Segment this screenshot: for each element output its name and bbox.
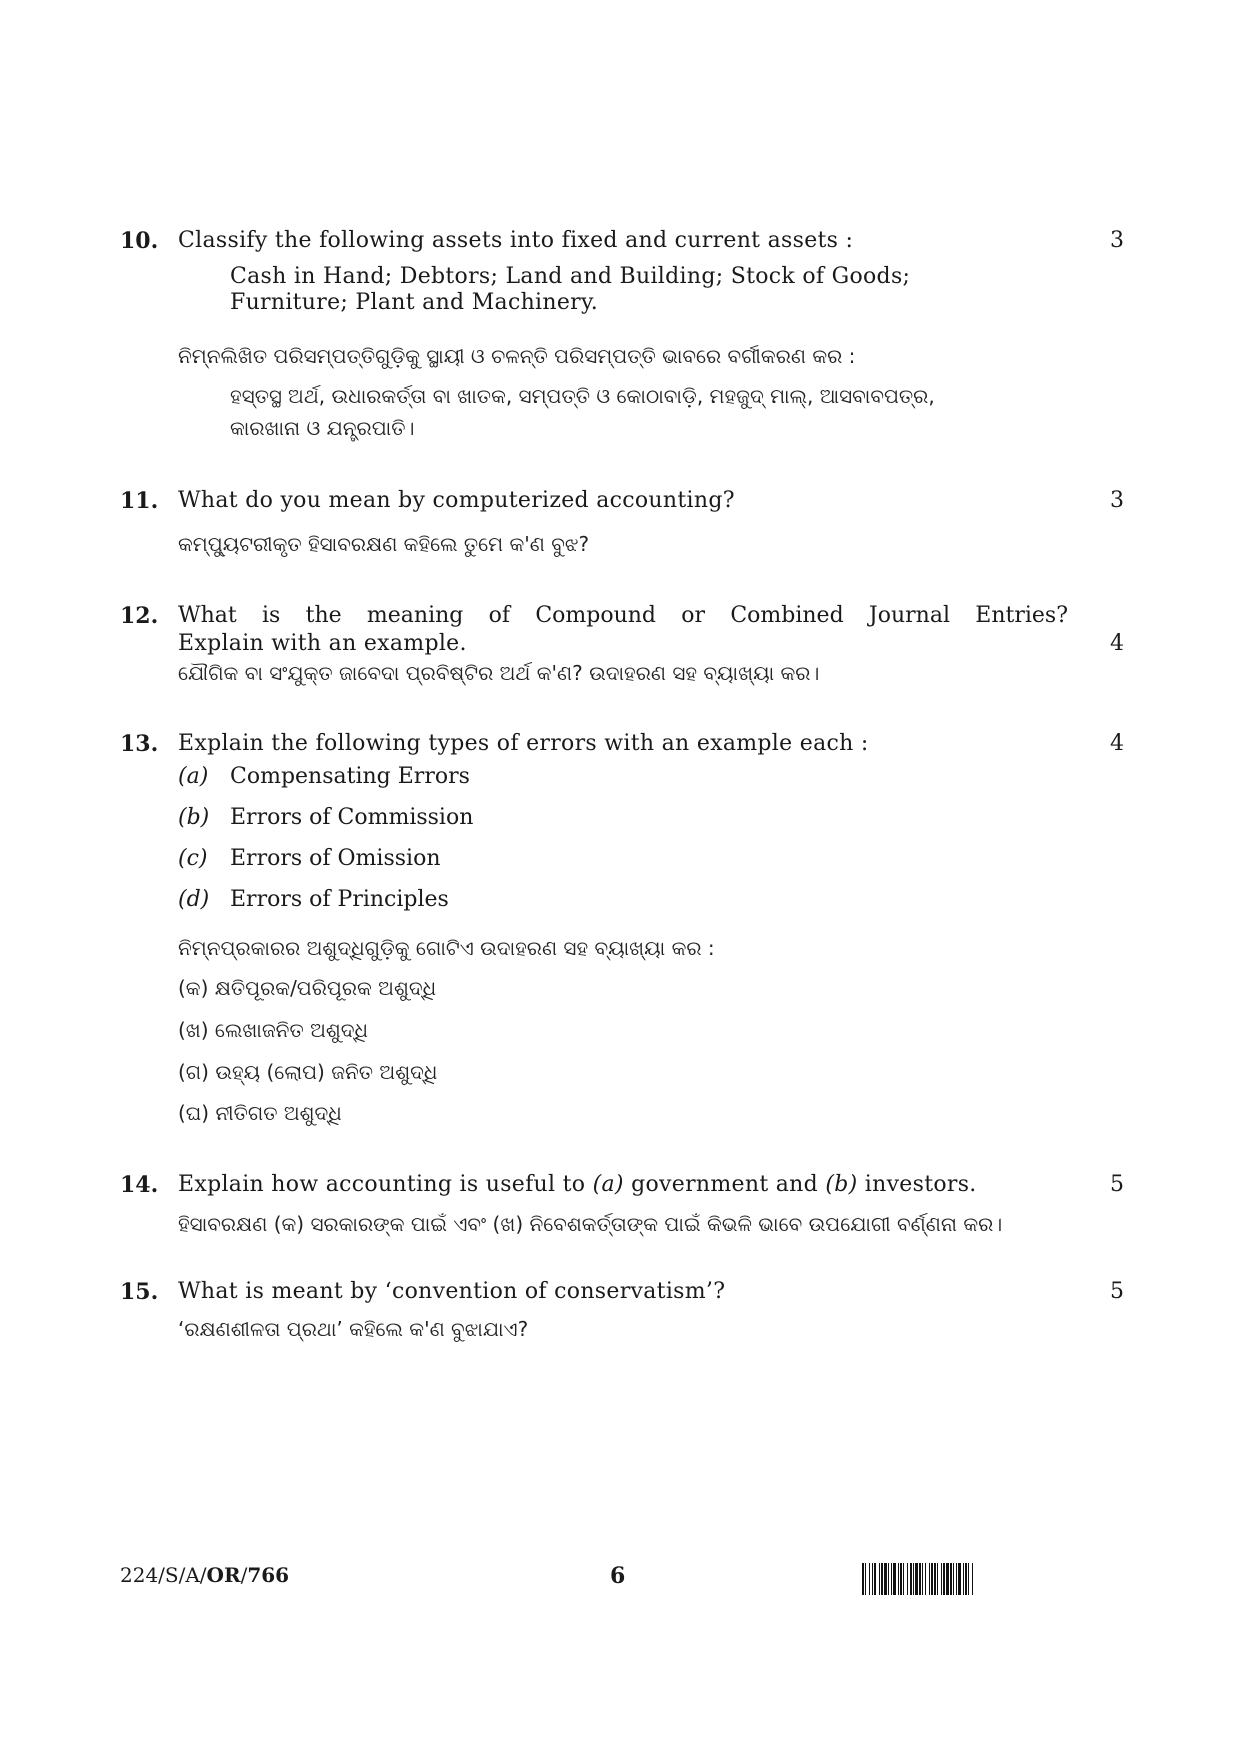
odia-question-text: ହିସାବରକ୍ଷଣ (କ) ସରକାରଙ୍କ ପାଇଁ ଏବଂ (ଖ) ନିବେଶକର୍ତ୍ତାଙ୍କ ପାଇଁ କିଭଳି ଭାବେ ଉପଯୋଗୀ ବର୍ଣ୍ଣନା କର। (178, 1212, 1003, 1236)
marks: 4 (1110, 631, 1124, 656)
marks: 3 (1110, 488, 1124, 513)
odia-question-text: ନିମ୍ନଲିଖିତ ପରିସମ୍ପତ୍ତିଗୁଡ଼ିକୁ ସ୍ଥାୟୀ ଓ ଚଳନ୍ତି ପରିସମ୍ପତ୍ତି ଭାବରେ ବର୍ଗୀକରଣ କର : (178, 344, 856, 368)
sub-item-label: (a) (178, 764, 209, 789)
marks: 3 (1110, 228, 1124, 253)
question-text: Classify the following assets into fixed and current assets : (178, 228, 854, 253)
odia-asset-list-line-2: କାରଖାନା ଓ ଯନ୍ତ୍ରପାତି। (230, 416, 415, 440)
marks: 4 (1110, 731, 1124, 756)
question-number: 12. (120, 603, 159, 629)
barcode-image (862, 1563, 1124, 1595)
odia-asset-list-line-1: ହସ୍ତସ୍ଥ ଅର୍ଥ, ଉଧାରକର୍ତ୍ତା ବା ଖାତକ, ସମ୍ପତ୍ତି ଓ କୋଠାବାଡ଼ି, ମହଜୁଦ୍ ମାଲ୍, ଆସବାବପତ୍ର, (230, 384, 935, 408)
odia-sub-item: (କ) କ୍ଷତିପୂରକ/ପରିପୂରକ ଅଶୁଦ୍ଧି (178, 976, 437, 1000)
odia-sub-item: (ଖ) ଲେଖାଜନିତ ଅଶୁଦ୍ଧି (178, 1018, 369, 1042)
question-number: 13. (120, 731, 159, 757)
sub-item-label: (b) (178, 805, 210, 830)
marks: 5 (1110, 1172, 1124, 1197)
question-text: Explain how accounting is useful to (a) government and (b) investors. (178, 1172, 977, 1197)
question-text-line-2: Explain with an example. (178, 631, 467, 656)
question-number: 11. (120, 488, 159, 514)
sub-item-text: Errors of Principles (230, 887, 449, 912)
question-number: 14. (120, 1172, 159, 1198)
odia-question-text: ନିମ୍ନପ୍ରକାରର ଅଶୁଦ୍ଧିଗୁଡ଼ିକୁ ଗୋଟିଏ ଉଦାହରଣ ସହ ବ୍ୟାଖ୍ୟା କର : (178, 936, 715, 960)
odia-sub-item: (ଗ) ଉହ୍ୟ (ଲୋପ) ଜନିତ ଅଶୁଦ୍ଧି (178, 1060, 438, 1084)
question-text-line-1: What is the meaning of Compound or Combined Journal Entries? (178, 603, 1068, 628)
asset-list-line-1: Cash in Hand; Debtors; Land and Building; Stock of Goods; (230, 264, 911, 289)
sub-item-text: Errors of Omission (230, 846, 441, 871)
sub-item-label: (c) (178, 846, 208, 871)
question-number: 10. (120, 228, 159, 254)
odia-sub-item: (ଘ) ନୀତିଗତ ଅଶୁଦ୍ଧି (178, 1101, 342, 1125)
page-number: 6 (610, 1563, 626, 1589)
marks: 5 (1110, 1279, 1124, 1304)
question-number: 15. (120, 1279, 159, 1305)
sub-item-label: (d) (178, 887, 210, 912)
question-text: What is meant by ‘convention of conservatism’? (178, 1279, 726, 1304)
paper-code: 224/S/A/OR/766 (120, 1563, 290, 1587)
asset-list-line-2: Furniture; Plant and Machinery. (230, 290, 599, 315)
question-text: Explain the following types of errors with an example each : (178, 731, 869, 756)
sub-item-text: Compensating Errors (230, 764, 470, 789)
page-footer (120, 1563, 1124, 1603)
odia-question-text: ଯୌଗିକ ବା ସଂଯୁକ୍ତ ଜାବେଦା ପ୍ରବିଷ୍ଟିର ଅର୍ଥ କ'ଣ? ଉଦାହରଣ ସହ ବ୍ୟାଖ୍ୟା କର। (178, 661, 820, 685)
question-text: What do you mean by computerized accounting? (178, 488, 735, 513)
sub-item-text: Errors of Commission (230, 805, 474, 830)
odia-question-text: ‘ରକ୍ଷଣଶୀଳତା ପ୍ରଥା’ କହିଲେ କ'ଣ ବୁଝାଯାଏ? (178, 1317, 529, 1341)
odia-question-text: କମ୍ପ୍ୟୁଟରୀକୃତ ହିସାବରକ୍ଷଣ କହିଲେ ତୁମେ କ'ଣ ବୁଝ? (178, 532, 590, 556)
